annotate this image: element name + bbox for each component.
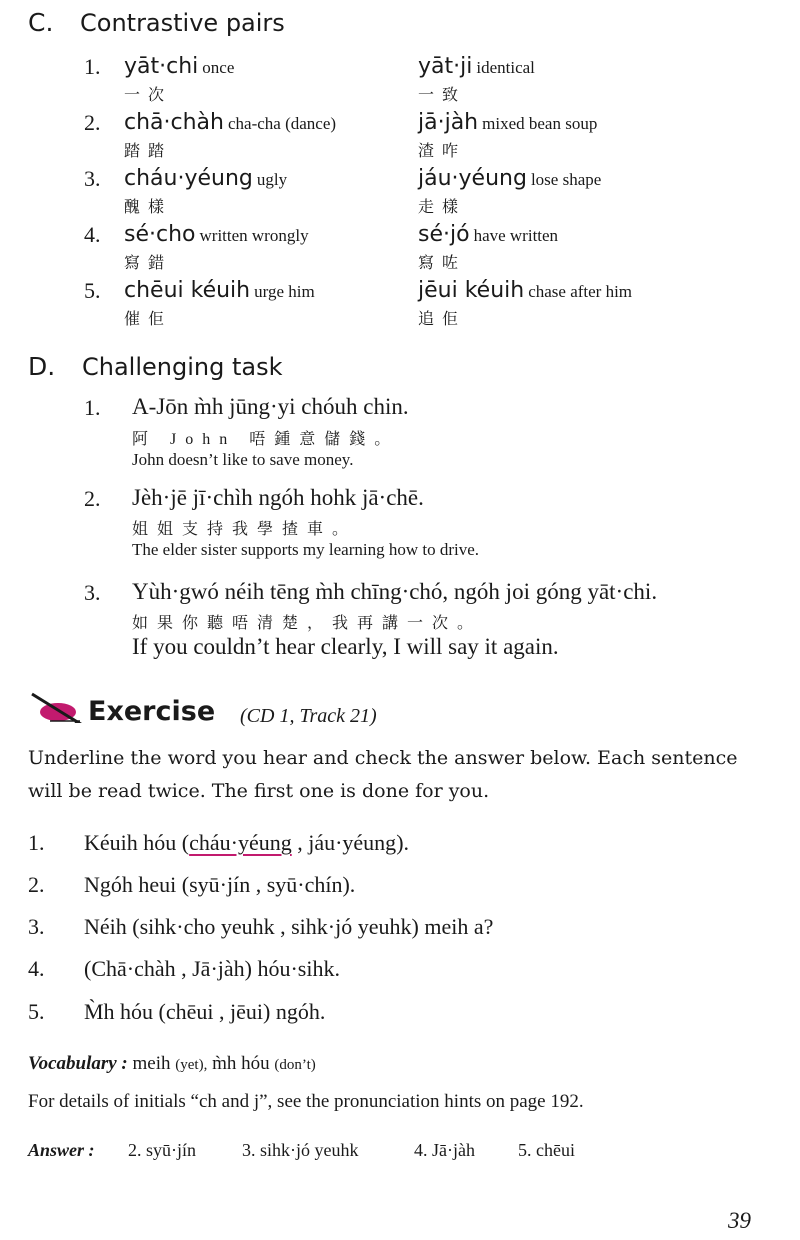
task-pinyin: A-Jōn m̀h jūng·yi chóuh chin. <box>132 394 409 419</box>
answer-row <box>28 1140 575 1161</box>
pair-right <box>418 278 632 303</box>
pair-left <box>124 278 315 303</box>
exercise-text: Kéuih hóu ( <box>84 830 190 855</box>
exercise-item <box>84 914 493 940</box>
vocabulary-gloss: (yet), <box>175 1057 208 1073</box>
pair-left-chars: 踏踏 <box>124 143 173 160</box>
pair-left <box>124 222 309 247</box>
pair-right-chars: 走樣 <box>418 199 467 216</box>
exercise-number: 3. <box>28 914 45 939</box>
pair-left-pinyin: chēui kéuih <box>124 278 251 303</box>
pair-right <box>418 54 535 79</box>
page-number: 39 <box>728 1208 751 1233</box>
pair-right-pinyin: yāt·ji <box>418 54 473 79</box>
section-c-title: Contrastive pairs <box>80 9 285 37</box>
vocabulary <box>28 1053 316 1075</box>
exercise-sep: , <box>274 914 292 939</box>
vocabulary-label: Vocabulary : <box>28 1053 128 1074</box>
pair-left-pinyin: cháu·yéung <box>124 166 253 191</box>
exercise-number: 2. <box>28 872 45 897</box>
pair-left-chars: 寫錯 <box>124 255 173 272</box>
pair-right-pinyin: jáu·yéung <box>418 166 527 191</box>
pair-right-gloss: mixed bean soup <box>482 114 598 133</box>
exercise-option-2[interactable]: jáu·yéung <box>308 830 397 855</box>
pair-left-pinyin: yāt·chi <box>124 54 199 79</box>
task-translation: The elder sister supports my learning how to drive. <box>132 540 480 559</box>
task-number: 1. <box>84 395 101 420</box>
pair-left-gloss: urge him <box>254 282 315 301</box>
task-translation: If you couldn’t hear clearly, I will say it again. <box>132 634 559 659</box>
exercise-number: 4. <box>28 956 45 981</box>
exercise-option-1[interactable]: chēui <box>165 999 214 1024</box>
answer-item: 4. Jā·jàh <box>414 1140 475 1160</box>
pair-left-chars: 催佢 <box>124 311 173 328</box>
pair-right <box>418 222 558 247</box>
exercise-item <box>84 956 340 982</box>
pair-left-pinyin: sé·cho <box>124 222 196 247</box>
section-c-letter: C. <box>28 8 54 37</box>
task-chars: 姐姐支持我學揸車。 <box>132 521 358 538</box>
pair-right <box>418 166 601 191</box>
task-translation: John doesn’t like to save money. <box>132 450 354 469</box>
pair-right-gloss: chase after him <box>528 282 633 301</box>
exercise-option-2[interactable]: Jā·jàh <box>192 956 245 981</box>
pair-right-pinyin: jā·jàh <box>418 110 479 135</box>
task-pinyin: Jèh·jē jī·chìh ngóh hohk jā·chē. <box>132 485 424 510</box>
exercise-instructions: Underline the word you hear and check the answer below. Each sentence will be read twice. The first one is done for you. <box>28 747 738 802</box>
pair-right-chars: 渣咋 <box>418 143 467 160</box>
task-number: 3. <box>84 580 101 605</box>
pencil-icon <box>28 690 86 726</box>
pair-number: 4. <box>84 222 101 247</box>
answer-item: 3. sihk·jó yeuhk <box>242 1140 359 1160</box>
pair-number: 3. <box>84 166 101 191</box>
exercise-option-1[interactable]: sihk·cho yeuhk <box>139 914 275 939</box>
answer-item: 5. chēui <box>518 1140 575 1160</box>
exercise-sep: , <box>291 830 309 855</box>
pair-left <box>124 54 234 79</box>
exercise-option-1[interactable]: syū·jín <box>189 872 251 897</box>
pair-right-gloss: lose shape <box>530 170 602 189</box>
pair-left-pinyin: chā·chàh <box>124 110 224 135</box>
exercise-text: ). <box>396 830 410 855</box>
pair-number: 1. <box>84 54 101 79</box>
exercise-text: ) ngóh. <box>263 999 326 1024</box>
vocabulary-term: meih <box>132 1053 171 1074</box>
pair-right-chars: 寫咗 <box>418 255 467 272</box>
pair-right-gloss: identical <box>476 58 535 77</box>
exercise-number: 1. <box>28 830 45 855</box>
exercise-sep: , <box>213 999 231 1024</box>
section-d-title: Challenging task <box>82 353 283 381</box>
exercise-text: Ngóh heui ( <box>84 872 190 897</box>
exercise-sep: , <box>175 956 193 981</box>
exercise-text: ) meih a? <box>411 914 494 939</box>
pair-right-chars: 一致 <box>418 87 467 104</box>
exercise-option-2[interactable]: syū·chín <box>266 872 343 897</box>
pair-right-chars: 追佢 <box>418 311 467 328</box>
exercise-title: Exercise <box>88 696 216 727</box>
exercise-sep: , <box>250 872 267 897</box>
exercise-text: ( <box>84 956 92 981</box>
exercise-track: (CD 1, Track 21) <box>240 705 377 727</box>
exercise-text: M̀h hóu ( <box>84 999 166 1024</box>
exercise-option-2[interactable]: sihk·jó yeuhk <box>291 914 412 939</box>
pair-left-gloss: ugly <box>256 170 288 189</box>
task-pinyin: Yùh·gwó néih tēng m̀h chīng·chó, ngóh joi góng yāt·chi. <box>132 579 658 604</box>
task-chars: 如果你聽唔清楚，我再講一次。 <box>132 615 483 632</box>
pair-right-gloss: have written <box>473 226 559 245</box>
pair-left-gloss: once <box>202 58 235 77</box>
exercise-item <box>84 830 409 856</box>
pair-number: 5. <box>84 278 101 303</box>
exercise-option-1[interactable]: Chā·chàh <box>91 956 176 981</box>
pair-left-gloss: cha-cha (dance) <box>227 114 337 133</box>
exercise-text: ) hóu·sihk. <box>244 956 340 981</box>
section-d-letter: D. <box>28 352 56 381</box>
pair-left-chars: 醜樣 <box>124 199 173 216</box>
vocabulary-gloss: (don’t) <box>274 1057 316 1073</box>
answer-label: Answer : <box>28 1140 95 1160</box>
pair-left <box>124 166 287 191</box>
task-chars: 阿 John 唔鍾意儲錢。 <box>132 431 400 448</box>
exercise-text: Néih ( <box>84 914 140 939</box>
pair-left <box>124 110 336 135</box>
exercise-item <box>84 872 355 898</box>
exercise-option-2[interactable]: jēui <box>230 999 264 1024</box>
pair-left-gloss: written wrongly <box>199 226 309 245</box>
exercise-item <box>84 999 325 1025</box>
exercise-option-1[interactable]: cháu·yéung <box>189 830 292 855</box>
pair-right-pinyin: jēui kéuih <box>418 278 525 303</box>
details-note: For details of initials “ch and j”, see the pronunciation hints on page 192. <box>28 1091 584 1112</box>
exercise-number: 5. <box>28 999 45 1024</box>
pair-number: 2. <box>84 110 101 135</box>
task-number: 2. <box>84 486 101 511</box>
answer-item: 2. syū·jín <box>128 1140 197 1160</box>
pair-left-chars: 一次 <box>124 87 173 104</box>
pair-right-pinyin: sé·jó <box>418 222 470 247</box>
pair-right <box>418 110 597 135</box>
vocabulary-term: m̀h hóu <box>212 1053 270 1074</box>
exercise-text: ). <box>342 872 356 897</box>
